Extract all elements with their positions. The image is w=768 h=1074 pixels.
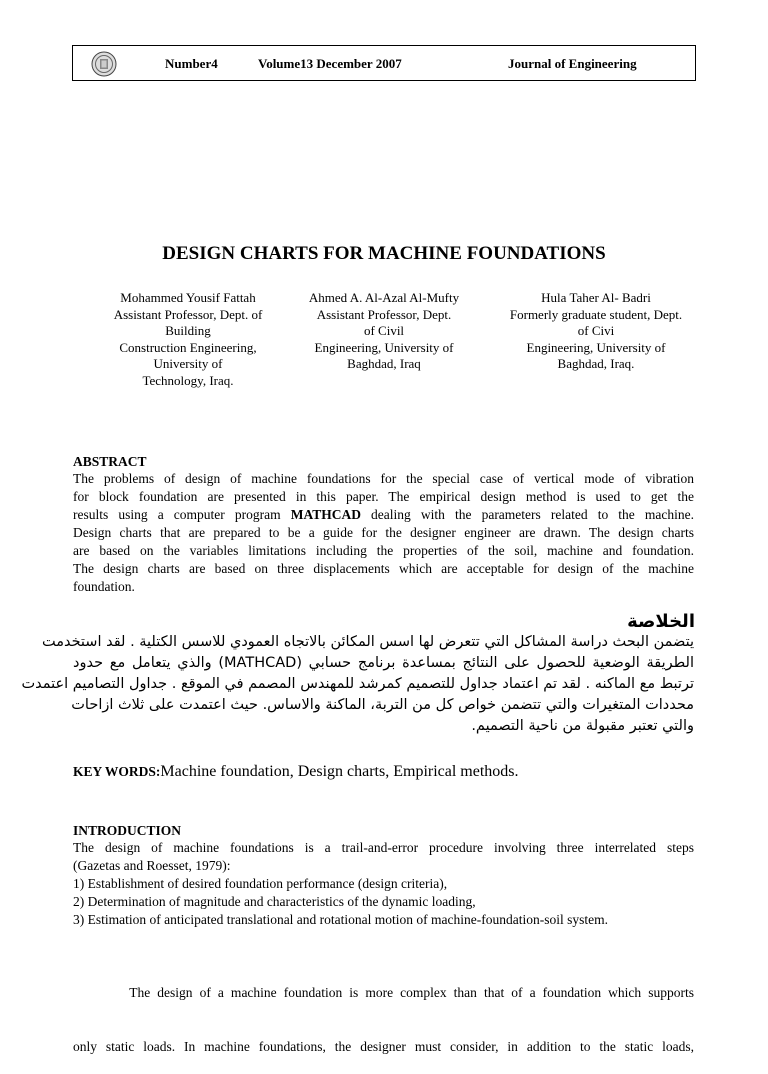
journal-name: Journal of Engineering	[508, 56, 637, 71]
author-block	[284, 290, 484, 373]
arabic-abstract-line: ترتبط مع الماكنه . لقد تم اعتماد جداول للتصميم كمرشد للمهندس المصمم في الموقع . جداول التصاميم اعتمدت	[21, 676, 694, 692]
abstract-heading: ABSTRACT	[73, 454, 147, 469]
author-affiliation-line: Engineering, University of	[526, 339, 666, 355]
issue-number: Number4	[165, 56, 218, 71]
author-affiliation-line: Engineering, University of	[314, 339, 454, 355]
author-affiliation-line: Assistant Professor, Dept.	[316, 306, 452, 322]
arabic-abstract-heading: الخلاصة	[627, 611, 695, 632]
volume-date: Volume13 December 2007	[258, 56, 402, 71]
abstract-line: The design charts are based on three displacements which are acceptable for design of the machine	[73, 561, 694, 576]
introduction-line: 1) Establishment of desired foundation performance (design criteria),	[73, 876, 448, 891]
abstract-line: foundation.	[73, 579, 135, 594]
author-affiliation-line: University of	[153, 356, 223, 371]
arabic-abstract-body	[21, 632, 695, 737]
author-name: Mohammed Yousif Fattah	[120, 290, 256, 305]
author-name: Ahmed A. Al-Azal Al-Mufty	[308, 290, 460, 305]
arabic-abstract-line: والتي تعتبر مقبولة من ناحية التصميم.	[471, 718, 694, 734]
author-affiliation-line: Formerly graduate student, Dept.	[509, 306, 683, 322]
abstract-line: for block foundation are presented in this paper. The empirical design method is used to get the	[73, 489, 694, 504]
introduction-line: (Gazetas and Roesset, 1979):	[73, 858, 231, 873]
abstract-body	[73, 470, 694, 596]
introduction-paragraph-2	[73, 948, 694, 1074]
author-affiliation-line: of Civi	[577, 323, 615, 338]
author-affiliation-line: Technology, Iraq.	[142, 372, 234, 388]
keywords-label: KEY WORDS:	[73, 764, 161, 779]
author-affiliation-line: Baghdad, Iraq.	[557, 356, 635, 371]
keywords-text: Machine foundation, Design charts, Empirical methods.	[160, 763, 519, 780]
author-block	[493, 290, 699, 373]
introduction-body	[73, 839, 694, 929]
university-seal-icon	[91, 51, 117, 77]
paper-title: DESIGN CHARTS FOR MACHINE FOUNDATIONS	[162, 243, 606, 264]
arabic-abstract-line: يتضمن البحث دراسة المشاكل التي تتعرض لها اسس المكائن بالاتجاه العمودي للاسس الكتلية . لقد استخدمت	[41, 634, 694, 650]
abstract-line: Design charts that are prepared to be a guide for the designer engineer are drawn. The design charts	[73, 525, 694, 540]
abstract-line: are based on the variables limitations including the properties of the soil, machine and foundation.	[73, 543, 694, 558]
author-name: Hula Taher Al- Badri	[541, 290, 651, 305]
author-affiliation-line: Construction Engineering,	[119, 339, 257, 355]
introduction-line: only static loads. In machine foundations, the designer must consider, in addition to the static loads,	[73, 1039, 694, 1054]
introduction-line: 3) Estimation of anticipated translational and rotational motion of machine-foundation-soil system.	[73, 912, 608, 927]
abstract-line: results using a computer program MATHCAD dealing with the parameters related to the machine.	[73, 507, 694, 522]
keywords	[73, 763, 519, 781]
author-block	[88, 290, 288, 389]
author-affiliation-line: Baghdad, Iraq	[347, 356, 421, 371]
arabic-abstract-line: محددات المتغيرات والتي تتضمن خواص كل من التربة، الماكنة والاساس. حيث اعتمدت على ثلاث ازاحات	[71, 697, 694, 713]
author-affiliation-line: of Civil	[363, 323, 405, 338]
introduction-line: The design of a machine foundation is more complex than that of a foundation which supports	[73, 985, 694, 1000]
abstract-line: The problems of design of machine foundations for the special case of vertical mode of vibration	[73, 471, 694, 486]
author-affiliation-line: Assistant Professor, Dept. of	[113, 306, 263, 322]
introduction-line: 2) Determination of magnitude and characteristics of the dynamic loading,	[73, 894, 476, 909]
introduction-heading: INTRODUCTION	[73, 823, 182, 838]
arabic-abstract-line: الطريقة الوضعية للحصول على النتائج بمساعدة برنامج حسابي (MATHCAD) والذي يتعامل مع حدود	[73, 655, 695, 671]
journal-header	[72, 45, 696, 81]
author-affiliation-line: Building	[165, 323, 211, 338]
introduction-line: The design of machine foundations is a trail-and-error procedure involving three interrelated steps	[73, 840, 694, 855]
